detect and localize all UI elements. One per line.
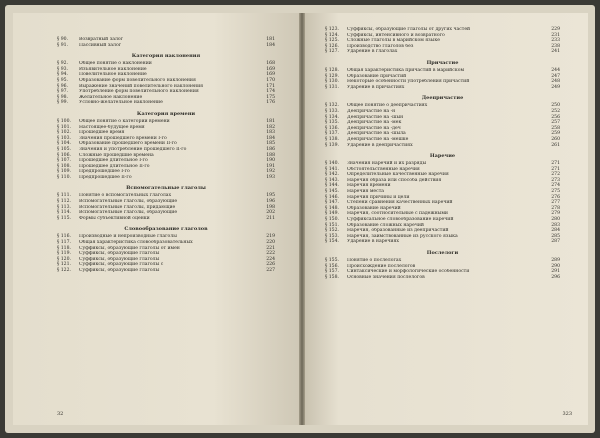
section-number: § 117.	[57, 240, 71, 246]
section-number: § 90.	[57, 37, 69, 42]
entry-title: Деепричастие на -мешке	[347, 136, 409, 142]
entry-page: 169	[266, 72, 275, 78]
section-number: § 96.	[57, 83, 69, 89]
entry-page: 247	[551, 73, 560, 79]
section-heading: Послелоги	[426, 250, 459, 256]
entry-page: 285	[551, 233, 560, 239]
toc-entry	[325, 239, 560, 245]
section-number: § 110.	[57, 174, 71, 180]
entry-page: 279	[551, 211, 560, 217]
section-number: § 158.	[325, 274, 339, 280]
entry-page: 224	[266, 256, 275, 262]
section-number: § 146.	[325, 194, 339, 200]
entry-title: Вспомогательные глаголы, образующие	[79, 210, 178, 216]
entry-page: 284	[551, 228, 560, 234]
section-number: § 126.	[325, 43, 339, 49]
section-number: § 142.	[325, 172, 339, 178]
entry-page: 291	[551, 269, 560, 275]
entry-title: Суффиксы, образующие глаголы	[79, 251, 160, 257]
section-number: § 122.	[57, 268, 71, 273]
entry-page: 170	[266, 77, 275, 83]
entry-title: Суффиксы, образующие глаголы от других частей	[347, 27, 471, 32]
toc-entry	[57, 100, 275, 106]
entry-title: Наречия, образованные из деепричастий	[347, 228, 449, 234]
entry-title: Употребление форм повелительного наклонения	[79, 89, 199, 95]
entry-page: 238	[551, 43, 560, 49]
entry-page: 259	[551, 131, 560, 137]
entry-page: 182	[266, 124, 275, 130]
open-book	[5, 5, 595, 433]
entry-page: 272	[551, 172, 560, 178]
entry-title: Степени сравнения качественных наречий	[347, 200, 453, 206]
entry-title: Понятие о вспомогательных глаголах	[79, 193, 172, 199]
section-number: § 125.	[325, 38, 339, 44]
entry-page: 193	[266, 174, 275, 180]
section-number: § 115.	[57, 215, 71, 221]
entry-page: 233	[551, 38, 560, 44]
toc-entry	[57, 175, 275, 181]
section-number: § 111.	[57, 193, 71, 199]
entry-page: 191	[266, 163, 275, 169]
entry-title: Суффиксы, интенсивного и возвратного	[347, 32, 445, 38]
section-number: § 148.	[325, 205, 339, 211]
section-number: § 136.	[325, 125, 339, 131]
section-number: § 98.	[57, 94, 69, 100]
toc-entry	[57, 268, 275, 274]
entry-title: Понятие о послелогах	[347, 258, 402, 263]
entry-page: 274	[551, 183, 560, 189]
section-number: § 134.	[325, 114, 339, 120]
entry-page: 252	[551, 108, 560, 114]
entry-page: 278	[551, 205, 560, 211]
toc-entry	[57, 43, 275, 49]
toc-entry	[325, 143, 560, 149]
section-number: § 141.	[325, 166, 339, 172]
entry-page: 261	[551, 142, 560, 148]
entry-title: Желательное наклонение	[79, 94, 143, 100]
entry-page: 168	[266, 61, 275, 67]
entry-page: 241	[551, 49, 560, 55]
section-number: § 143.	[325, 177, 339, 183]
entry-page: 211	[266, 215, 275, 221]
section-number: § 152.	[325, 228, 339, 234]
section-heading: Деепричастие	[421, 95, 464, 102]
entry-page: 176	[266, 100, 275, 106]
entry-page: 257	[551, 120, 560, 126]
entry-title: Суффиксальное словообразование наречий	[347, 217, 454, 223]
section-number: § 150.	[325, 217, 339, 223]
toc-entry	[57, 216, 275, 222]
entry-page: 287	[551, 239, 560, 245]
section-number: § 145.	[325, 189, 339, 195]
section-number: § 99.	[57, 100, 69, 106]
entry-title: Повелительное наклонение	[79, 72, 147, 78]
section-heading: Вспомогательные глаголы	[126, 185, 206, 192]
section-number: § 94.	[57, 72, 69, 78]
entry-title: Предпрошедшее II-го	[79, 174, 132, 180]
entry-title: Ударение в деепричастиях	[347, 142, 413, 148]
entry-title: Основные значения послелогов	[347, 274, 425, 280]
section-number: § 131.	[325, 84, 339, 90]
entry-page: 184	[266, 42, 275, 48]
left-toc	[57, 37, 275, 274]
entry-title: Наречия времени	[347, 183, 391, 189]
page-number-right: 323	[562, 411, 572, 417]
entry-page: 188	[266, 152, 275, 158]
entry-page: 227	[266, 268, 275, 273]
section-number: § 138.	[325, 136, 339, 142]
entry-title: Прошедшее длительное I-го	[79, 158, 148, 164]
entry-title: Значения наречий и их разряды	[347, 161, 427, 167]
entry-title: Ударение в причастиях	[347, 84, 405, 90]
entry-title: Деепричастие на -шын	[347, 114, 404, 120]
entry-page: 190	[266, 158, 275, 164]
section-number: § 119.	[57, 251, 71, 257]
section-number: § 105.	[57, 146, 71, 152]
section-heading: Наречие	[429, 153, 456, 160]
entry-title: Определительные качественные наречия	[347, 172, 449, 178]
entry-title: Производство глаголов без	[347, 43, 414, 49]
entry-page: 175	[266, 94, 275, 100]
entry-page: 290	[551, 263, 560, 269]
section-heading: Категория времени	[136, 110, 196, 117]
entry-title: Образование сложных наречий	[347, 222, 424, 228]
section-number: § 116.	[57, 234, 71, 240]
entry-title: Суффиксы, образующие глаголы с	[79, 262, 164, 268]
entry-title: Вспомогательные глаголы, образующие	[79, 199, 178, 205]
entry-page: 296	[551, 274, 560, 280]
entry-page: 181	[266, 118, 275, 124]
section-number: § 147.	[325, 200, 339, 206]
section-number: § 130.	[325, 79, 339, 85]
entry-title: Значения и употребление прошедшего II-го	[79, 146, 187, 152]
toc-entry	[325, 49, 560, 55]
entry-page: 260	[551, 136, 560, 142]
entry-title: Наречия причины и цели	[347, 194, 410, 200]
entry-page: 250	[551, 103, 560, 109]
entry-page: 185	[266, 141, 275, 147]
entry-page: 221	[266, 245, 275, 251]
entry-title: Формы субъективной оценки	[79, 215, 150, 221]
entry-page: 248	[551, 79, 560, 85]
entry-title: Прошедшее длительное II-го	[79, 163, 150, 169]
left-page	[13, 13, 299, 425]
entry-page: 256	[551, 114, 560, 120]
entry-title: Некоторые особенности употребления причастий	[347, 79, 470, 85]
section-number: § 123.	[325, 27, 339, 32]
entry-title: Возвратный залог	[79, 37, 124, 42]
entry-page: 289	[551, 258, 560, 263]
section-number: § 120.	[57, 256, 71, 262]
entry-title: Вспомогательные глаголы, придающие	[79, 204, 176, 210]
entry-page: 196	[266, 199, 275, 205]
entry-title: Образование прошедшего времени II-го	[79, 141, 177, 147]
section-number: § 140.	[325, 161, 339, 167]
section-number: § 92.	[57, 61, 69, 67]
entry-title: Наречия, заимствованные из русского языка	[347, 233, 458, 239]
entry-title: Деепричастие на -мек	[347, 120, 402, 126]
section-number: § 149.	[325, 211, 339, 217]
section-number: § 124.	[325, 32, 339, 38]
section-number: § 154.	[325, 239, 339, 245]
entry-page: 186	[266, 146, 275, 152]
entry-title: Наречия места	[347, 189, 385, 195]
entry-page: 229	[551, 27, 560, 32]
section-number: § 127.	[325, 49, 339, 55]
entry-title: Общее понятие о категории времени	[79, 118, 170, 124]
entry-page: 169	[266, 66, 275, 72]
entry-title: Суффиксы, образующие глаголы	[79, 256, 160, 262]
entry-page: 271	[551, 161, 560, 167]
section-number: § 129.	[325, 73, 339, 79]
entry-page: 280	[551, 217, 560, 223]
section-number: § 156.	[325, 263, 339, 269]
section-number: § 128.	[325, 67, 339, 73]
entry-page: 226	[266, 262, 275, 268]
entry-title: Общее понятие о деепричастиях	[347, 103, 428, 109]
section-number: § 103.	[57, 135, 71, 141]
entry-title: Сложные глаголы в марийском языке	[347, 38, 440, 44]
section-number: § 139.	[325, 142, 339, 148]
section-number: § 155.	[325, 258, 339, 263]
entry-title: Ударение в глаголах	[347, 49, 398, 55]
entry-page: 273	[551, 177, 560, 183]
section-heading: Причастие	[426, 59, 459, 66]
section-number: § 133.	[325, 108, 339, 114]
entry-title: Деепричастие на -деч	[347, 125, 401, 131]
entry-title: Образование форм повелительного наклонения	[79, 77, 196, 83]
section-number: § 104.	[57, 141, 71, 147]
toc-entry	[325, 85, 560, 91]
entry-title: Происхождение послелогов	[347, 263, 416, 269]
page-number-left: 32	[57, 411, 64, 417]
entry-page: 249	[551, 84, 560, 90]
entry-page: 258	[551, 125, 560, 131]
entry-page: 174	[266, 89, 275, 95]
entry-page: 184	[266, 135, 275, 141]
entry-title: Общая характеристика причастий в марийском	[347, 67, 465, 73]
entry-page: 183	[266, 130, 275, 136]
section-heading: Категория наклонения	[131, 53, 201, 60]
section-number: § 114.	[57, 210, 71, 216]
entry-page: 276	[551, 194, 560, 200]
section-number: § 106.	[57, 152, 71, 158]
entry-page: 275	[551, 189, 560, 195]
entry-title: Сложные прошедшие времена	[79, 152, 154, 158]
section-number: § 121.	[57, 262, 71, 268]
entry-page: 222	[266, 251, 275, 257]
section-number: § 97.	[57, 89, 69, 95]
entry-title: Пассивный залог	[79, 42, 122, 48]
entry-title: Общая характеристика словообразовательных	[79, 240, 193, 246]
entry-title: Наречия, соотносительные с падежными	[347, 211, 448, 217]
entry-page: 219	[266, 234, 275, 240]
toc-entry	[325, 275, 560, 281]
entry-page: 181	[266, 37, 275, 42]
entry-page: 195	[266, 193, 275, 199]
entry-title: Ударение в наречиях	[347, 239, 399, 245]
right-page	[305, 13, 588, 425]
entry-page: 283	[551, 222, 560, 228]
entry-title: Синтаксические и морфологические особенности	[347, 269, 470, 275]
section-number: § 102.	[57, 130, 71, 136]
entry-page: 231	[551, 32, 560, 38]
section-number: § 151.	[325, 222, 339, 228]
entry-title: Значения прошедшего времени I-го	[79, 135, 167, 141]
entry-title: Деепричастие на -н	[347, 108, 396, 114]
section-number: § 112.	[57, 199, 71, 205]
entry-page: 277	[551, 200, 560, 206]
entry-title: Предпрошедшее I-го	[79, 169, 130, 175]
section-number: § 153.	[325, 233, 339, 239]
section-number: § 107.	[57, 158, 71, 164]
entry-title: Деепричастие на -шыла	[347, 131, 406, 137]
section-number: § 100.	[57, 118, 71, 124]
section-number: § 113.	[57, 204, 71, 210]
entry-title: Обстоятельственные наречия	[347, 166, 420, 172]
entry-page: 171	[266, 83, 275, 89]
entry-title: Производные и непроизводные глаголы	[79, 234, 177, 240]
entry-title: Настоящее-будущее время	[79, 124, 145, 130]
entry-page: 220	[266, 240, 275, 246]
section-number: § 101.	[57, 124, 71, 130]
section-number: § 93.	[57, 66, 69, 72]
entry-title: Суффиксы, образующие глаголы от имен	[79, 245, 180, 251]
section-number: § 132.	[325, 103, 339, 109]
section-number: § 157.	[325, 269, 339, 275]
entry-title: Выражение значений повелительного наклонения	[79, 83, 204, 89]
entry-title: Общее понятие о наклонении	[79, 61, 152, 67]
entry-page: 198	[266, 204, 275, 210]
section-number: § 109.	[57, 169, 71, 175]
entry-title: Наречия образа или способа действия	[347, 177, 442, 183]
entry-title: Образование причастий	[347, 73, 407, 79]
right-toc	[325, 27, 560, 280]
entry-title: Образование наречий	[347, 205, 401, 211]
entry-page: 192	[266, 169, 275, 175]
section-heading: Словообразование глаголов	[124, 226, 208, 233]
entry-title: Суффиксы, образующие глаголы	[79, 268, 160, 273]
entry-title: Прошедшее время	[79, 130, 125, 136]
entry-title: Условно-желательное наклонение	[79, 100, 163, 106]
section-number: § 135.	[325, 120, 339, 126]
section-number: § 118.	[57, 245, 71, 251]
section-number: § 144.	[325, 183, 339, 189]
entry-page: 244	[551, 67, 560, 73]
section-number: § 91.	[57, 42, 69, 48]
section-number: § 108.	[57, 163, 71, 169]
entry-page: 202	[266, 210, 275, 216]
entry-title: Изъявительное наклонение	[79, 66, 147, 72]
entry-page: 271	[551, 166, 560, 172]
section-number: § 95.	[57, 77, 69, 83]
section-number: § 137.	[325, 131, 339, 137]
